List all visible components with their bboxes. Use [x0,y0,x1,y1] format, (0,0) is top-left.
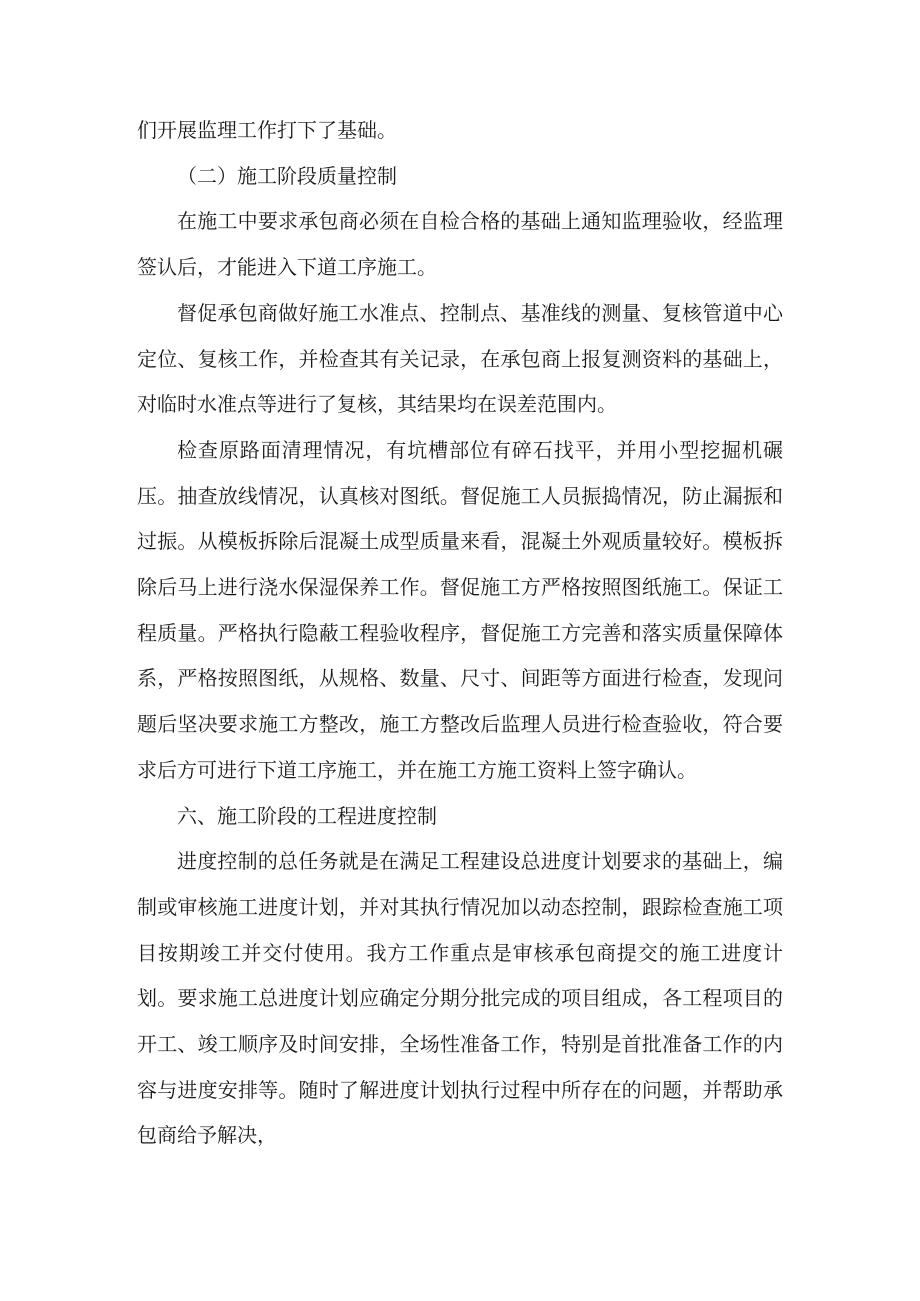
paragraph-progress-control: 进度控制的总任务就是在满足工程建设总进度计划要求的基础上，编制或审核施工进度计划，并对其执行情况加以动态控制，跟踪检查施工项目按期竣工并交付使用。我方工作重点是审核承包商提交的施工进度计划。要求施工总进度计划应确定分期分批完成的项目组成，各工程项目的开工、竣工顺序及时间安排，全场性准备工作，特别是首批准备工作的内容与进度安排等。随时了解进度计划执行过程中所存在的问题，并帮助承包商给予解决， [137,849,783,1148]
paragraph-site-inspection: 检查原路面清理情况，有坑槽部位有碎石找平，并用小型挖掘机碾压。抽查放线情况，认真核对图纸。督促施工人员振捣情况，防止漏振和过振。从模板拆除后混凝土成型质量来看，混凝土外观质量较好。模板拆除后马上进行浇水保湿保养工作。督促施工方严格按照图纸施工。保证工程质量。严格执行隐蔽工程验收程序，督促施工方完善和落实质量保障体系，严格按照图纸，从规格、数量、尺寸、间距等方面进行检查，发现问题后坚决要求施工方整改，施工方整改后监理人员进行检查验收，符合要求后方可进行下道工序施工，并在施工方施工资料上签字确认。 [137,437,783,782]
section-heading-quality-control: （二）施工阶段质量控制 [177,163,397,188]
section-heading-progress-control: 六、施工阶段的工程进度控制 [177,803,437,828]
paragraph-continuation: 们开展监理工作打下了基础。 [137,118,397,142]
document-body [137,108,783,1159]
paragraph-survey-review: 督促承包商做好施工水准点、控制点、基准线的测量、复核管道中心定位、复核工作，并检查其有关记录，在承包商上报复测资料的基础上，对临时水准点等进行了复核，其结果均在误差范围内。 [137,300,783,417]
paragraph-inspection-requirement: 在施工中要求承包商必须在自检合格的基础上通知监理验收，经监理签认后，才能进入下道工序施工。 [137,209,783,280]
